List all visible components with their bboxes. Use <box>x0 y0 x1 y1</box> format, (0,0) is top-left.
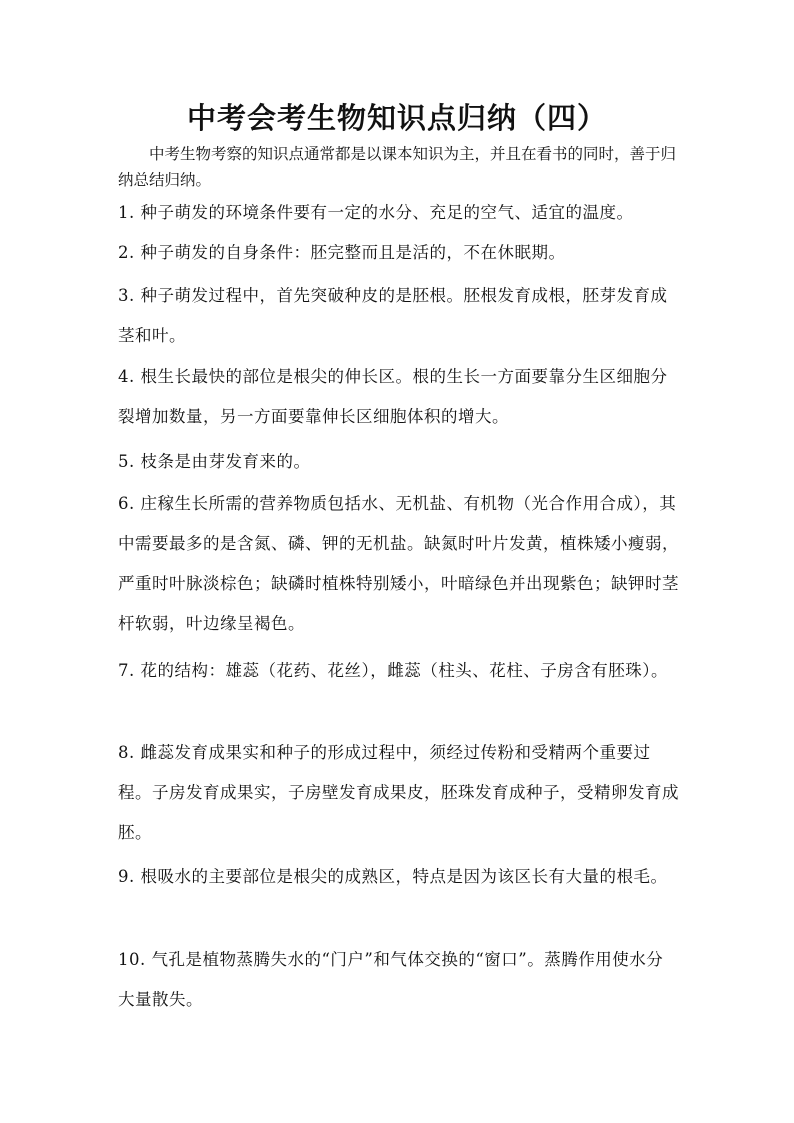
list-item: 3. 种子萌发过程中，首先突破种皮的是胚根。胚根发育成根，胚芽发育成茎和叶。 <box>118 286 668 345</box>
page-title: 中考会考生物知识点归纳（四） <box>186 101 607 135</box>
list-item: 7. 花的结构：雄蕊（花药、花丝），雌蕊（柱头、花柱、子房含有胚珠）。 <box>118 661 668 680</box>
list-item: 10. 气孔是植物蒸腾失水的“门户”和气体交换的“窗口”。蒸腾作用使水分大量散失。 <box>118 950 664 1009</box>
intro-paragraph: 中考生物考察的知识点通常都是以课本知识为主，并且在看书的同时，善于归纳总结归纳。 <box>118 145 677 189</box>
list-item: 6. 庄稼生长所需的营养物质包括水、无机盐、有机物（光合作用合成），其中需要最多的是含氮、磷、钾的无机盐。缺氮时叶片发黄，植株矮小瘦弱，严重时叶脉淡棕色；缺磷时植株特别矮小，叶暗绿色并出现紫色；缺钾时茎杆软弱，叶边缘呈褐色。 <box>118 494 679 633</box>
list-item: 1. 种子萌发的环境条件要有一定的水分、充足的空气、适宜的温度。 <box>118 203 634 222</box>
list-item: 4. 根生长最快的部位是根尖的伸长区。根的生长一方面要靠分生区细胞分裂增加数量，另一方面要靠伸长区细胞体积的增大。 <box>118 367 668 426</box>
list-item: 5. 枝条是由芽发育来的。 <box>118 452 311 471</box>
list-item: 9. 根吸水的主要部位是根尖的成熟区，特点是因为该区长有大量的根毛。 <box>118 867 668 886</box>
list-item: 2. 种子萌发的自身条件：胚完整而且是活的，不在休眠期。 <box>118 243 566 262</box>
list-item: 8. 雌蕊发育成果实和种子的形成过程中，须经过传粉和受精两个重要过程。子房发育成果实，子房壁发育成果皮，胚珠发育成种子，受精卵发育成胚。 <box>118 743 679 842</box>
